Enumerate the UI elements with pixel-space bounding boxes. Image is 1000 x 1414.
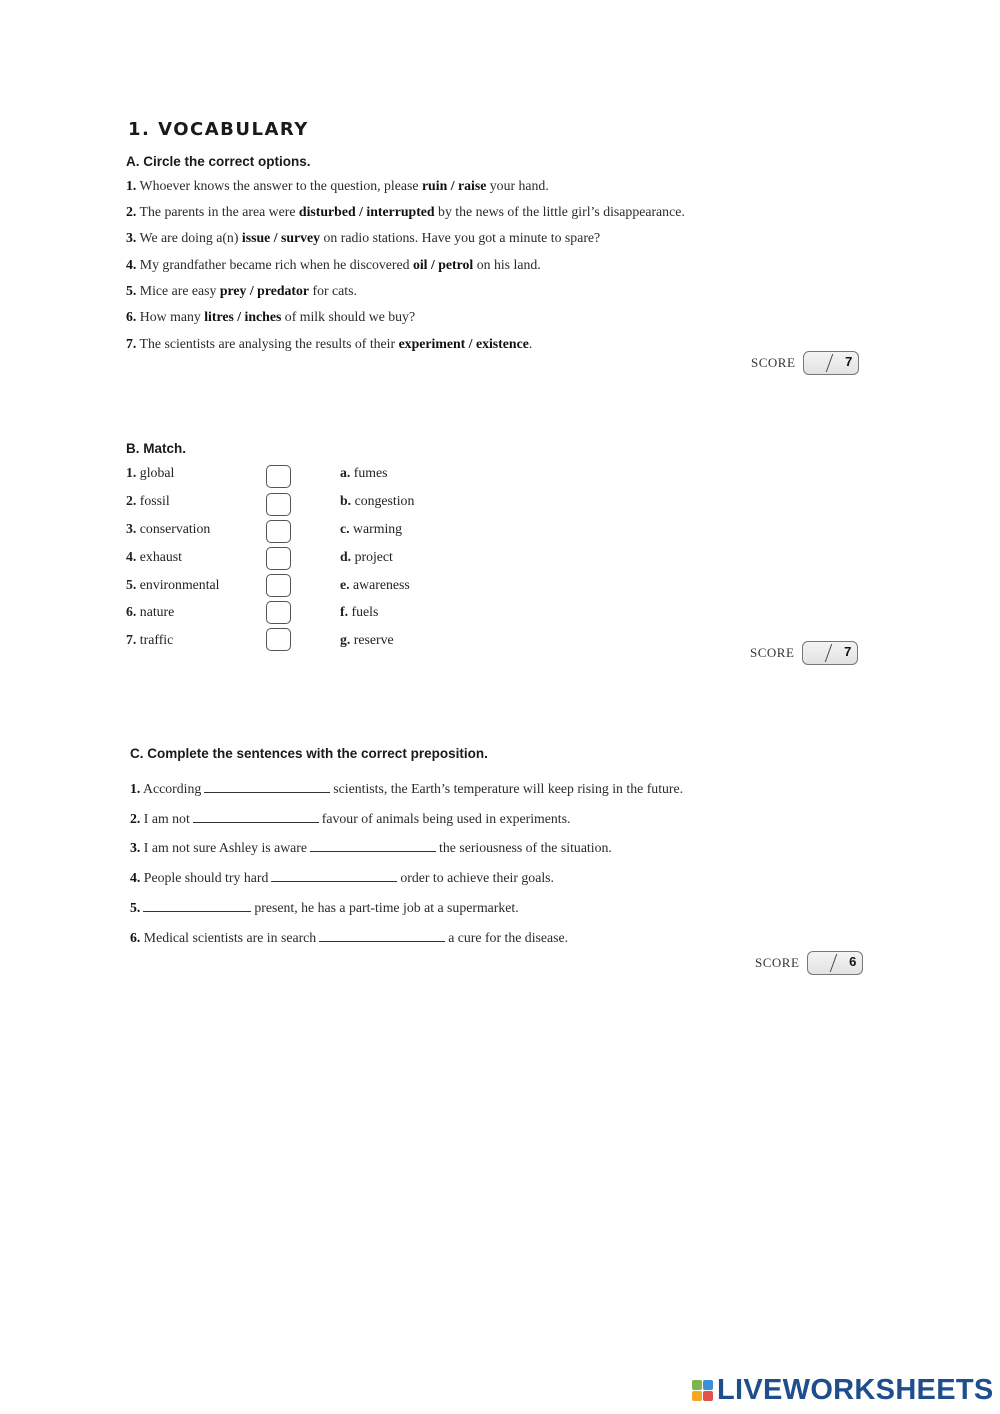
score-label: SCORE: [750, 645, 795, 660]
match-number: 5.: [126, 577, 137, 592]
score-total: 6: [849, 954, 857, 969]
match-phrase: congestion: [351, 493, 415, 508]
match-phrase: awareness: [349, 577, 410, 592]
item-text-before: We are doing a(n): [136, 230, 242, 245]
item-text-after: the seriousness of the situation.: [439, 840, 612, 855]
item-number: 1.: [126, 178, 137, 193]
answer-blank[interactable]: [310, 839, 436, 852]
match-letter: a.: [340, 465, 351, 480]
item-text-before: I am not sure Ashley is aware: [140, 840, 308, 855]
match-phrase: fumes: [350, 465, 388, 480]
answer-blank[interactable]: [204, 780, 330, 793]
item-text-before: The scientists are analysing the results of their: [136, 336, 399, 351]
section-a-item: [126, 204, 685, 220]
item-text-after: present, he has a part-time job at a supermarket.: [254, 900, 519, 915]
score-box[interactable]: [803, 351, 859, 375]
match-answer-box-6[interactable]: [266, 601, 291, 624]
section-c-item: [130, 869, 554, 886]
match-phrase: project: [351, 549, 393, 564]
match-answer-box-7[interactable]: [266, 628, 291, 651]
section-b-heading: B. Match.: [126, 441, 187, 456]
answer-blank[interactable]: [143, 899, 251, 912]
match-word: exhaust: [136, 549, 182, 564]
section-b-score: [750, 641, 858, 665]
item-text-after: scientists, the Earth’s temperature will keep rising in the future.: [333, 781, 684, 796]
match-phrase: fuels: [348, 604, 379, 619]
item-number: 4.: [130, 870, 141, 885]
section-c-score: [755, 951, 863, 975]
match-answer-box-5[interactable]: [266, 574, 291, 597]
section-c-item: [130, 810, 570, 827]
score-box[interactable]: [802, 641, 858, 665]
item-number: 5.: [126, 283, 137, 298]
item-text-before: My grandfather became rich when he discovered: [136, 257, 413, 272]
section-a-item: [126, 336, 532, 352]
score-total: 7: [845, 354, 853, 369]
item-number: 7.: [126, 336, 137, 351]
match-answer-box-4[interactable]: [266, 547, 291, 570]
item-number: 2.: [126, 204, 137, 219]
match-number: 2.: [126, 493, 137, 508]
score-slash: [826, 354, 834, 372]
item-text-after: your hand.: [486, 178, 549, 193]
match-letter: b.: [340, 493, 352, 508]
item-text-after: .: [528, 336, 533, 351]
match-phrase: warming: [349, 521, 403, 536]
item-text-after: favour of animals being used in experiments.: [321, 811, 571, 826]
match-right-item: [340, 604, 378, 620]
score-total: 7: [844, 644, 852, 659]
match-word: global: [136, 465, 175, 480]
item-text-before: Medical scientists are in search: [140, 930, 317, 945]
item-text-before: I am not: [140, 811, 190, 826]
section-c-heading: C. Complete the sentences with the correct preposition.: [130, 746, 488, 761]
item-text-after: on radio stations. Have you got a minute to spare?: [320, 230, 601, 245]
match-left-item: [126, 493, 170, 509]
match-word: environmental: [136, 577, 220, 592]
item-text-after: order to achieve their goals.: [400, 870, 554, 885]
match-number: 1.: [126, 465, 137, 480]
match-answer-box-3[interactable]: [266, 520, 291, 543]
match-right-item: [340, 493, 414, 509]
item-options[interactable]: experiment / existence: [398, 336, 529, 351]
item-text-after: on his land.: [473, 257, 541, 272]
liveworksheets-logo[interactable]: [692, 1374, 994, 1407]
item-options[interactable]: ruin / raise: [421, 178, 487, 193]
score-slash: [830, 954, 838, 972]
answer-blank[interactable]: [319, 929, 445, 942]
match-left-item: [126, 604, 174, 620]
answer-blank[interactable]: [193, 810, 319, 823]
match-right-item: [340, 577, 410, 593]
logo-square-red: [703, 1391, 713, 1401]
item-options[interactable]: prey / predator: [219, 283, 310, 298]
match-right-item: [340, 632, 394, 648]
match-left-item: [126, 577, 220, 593]
item-text-before: According: [140, 781, 202, 796]
item-number: 2.: [130, 811, 141, 826]
item-text-before: How many: [136, 309, 205, 324]
match-right-item: [340, 549, 393, 565]
logo-square-blue: [703, 1380, 713, 1390]
match-letter: f.: [340, 604, 349, 619]
item-number: 3.: [126, 230, 137, 245]
match-left-item: [126, 521, 210, 537]
match-letter: g.: [340, 632, 351, 647]
section-a-heading: A. Circle the correct options.: [126, 154, 311, 169]
match-right-item: [340, 521, 402, 537]
match-answer-box-1[interactable]: [266, 465, 291, 488]
match-letter: d.: [340, 549, 352, 564]
item-text-before: Mice are easy: [136, 283, 220, 298]
match-answer-box-2[interactable]: [266, 493, 291, 516]
section-c-item: [130, 839, 612, 856]
match-right-item: [340, 465, 388, 481]
section-a-item: [126, 230, 600, 246]
match-left-item: [126, 632, 173, 648]
brand-name: LIVEWORKSHEETS: [717, 1374, 994, 1406]
match-letter: c.: [340, 521, 350, 536]
section-c-item: [130, 929, 568, 946]
item-number: 5.: [130, 900, 141, 915]
section-a-item: [126, 309, 415, 325]
score-box[interactable]: [807, 951, 863, 975]
item-number: 6.: [130, 930, 141, 945]
answer-blank[interactable]: [271, 869, 397, 882]
item-text-after: by the news of the little girl’s disappearance.: [434, 204, 685, 219]
item-text-after: a cure for the disease.: [448, 930, 569, 945]
item-number: 3.: [130, 840, 141, 855]
item-options[interactable]: disturbed / interrupted: [298, 204, 435, 219]
score-label: SCORE: [751, 355, 796, 370]
item-options[interactable]: oil / petrol: [412, 257, 474, 272]
item-number: 6.: [126, 309, 137, 324]
match-word: conservation: [136, 521, 211, 536]
match-left-item: [126, 549, 182, 565]
liveworksheets-logo-icon: [692, 1380, 713, 1401]
section-c-item: [130, 780, 683, 797]
item-text-before: Whoever knows the answer to the question, please: [136, 178, 422, 193]
match-word: nature: [136, 604, 175, 619]
match-number: 3.: [126, 521, 137, 536]
page-title: 1. VOCABULARY: [128, 119, 309, 140]
match-word: traffic: [136, 632, 174, 647]
logo-square-green: [692, 1380, 702, 1390]
item-number: 1.: [130, 781, 141, 796]
match-letter: e.: [340, 577, 350, 592]
match-phrase: reserve: [350, 632, 394, 647]
section-a-item: [126, 178, 549, 194]
match-number: 4.: [126, 549, 137, 564]
match-number: 6.: [126, 604, 137, 619]
item-number: 4.: [126, 257, 137, 272]
item-options[interactable]: litres / inches: [204, 309, 282, 324]
item-text-after: for cats.: [309, 283, 357, 298]
match-left-item: [126, 465, 174, 481]
section-a-item: [126, 257, 541, 273]
section-c-item: [130, 899, 519, 916]
item-text-before: People should try hard: [140, 870, 269, 885]
score-label: SCORE: [755, 955, 800, 970]
section-a-item: [126, 283, 357, 299]
item-text-after: of milk should we buy?: [281, 309, 416, 324]
section-a-score: [751, 351, 859, 375]
logo-square-orange: [692, 1391, 702, 1401]
score-slash: [825, 644, 833, 662]
match-number: 7.: [126, 632, 137, 647]
item-options[interactable]: issue / survey: [241, 230, 321, 245]
match-word: fossil: [136, 493, 170, 508]
item-text-before: The parents in the area were: [136, 204, 299, 219]
